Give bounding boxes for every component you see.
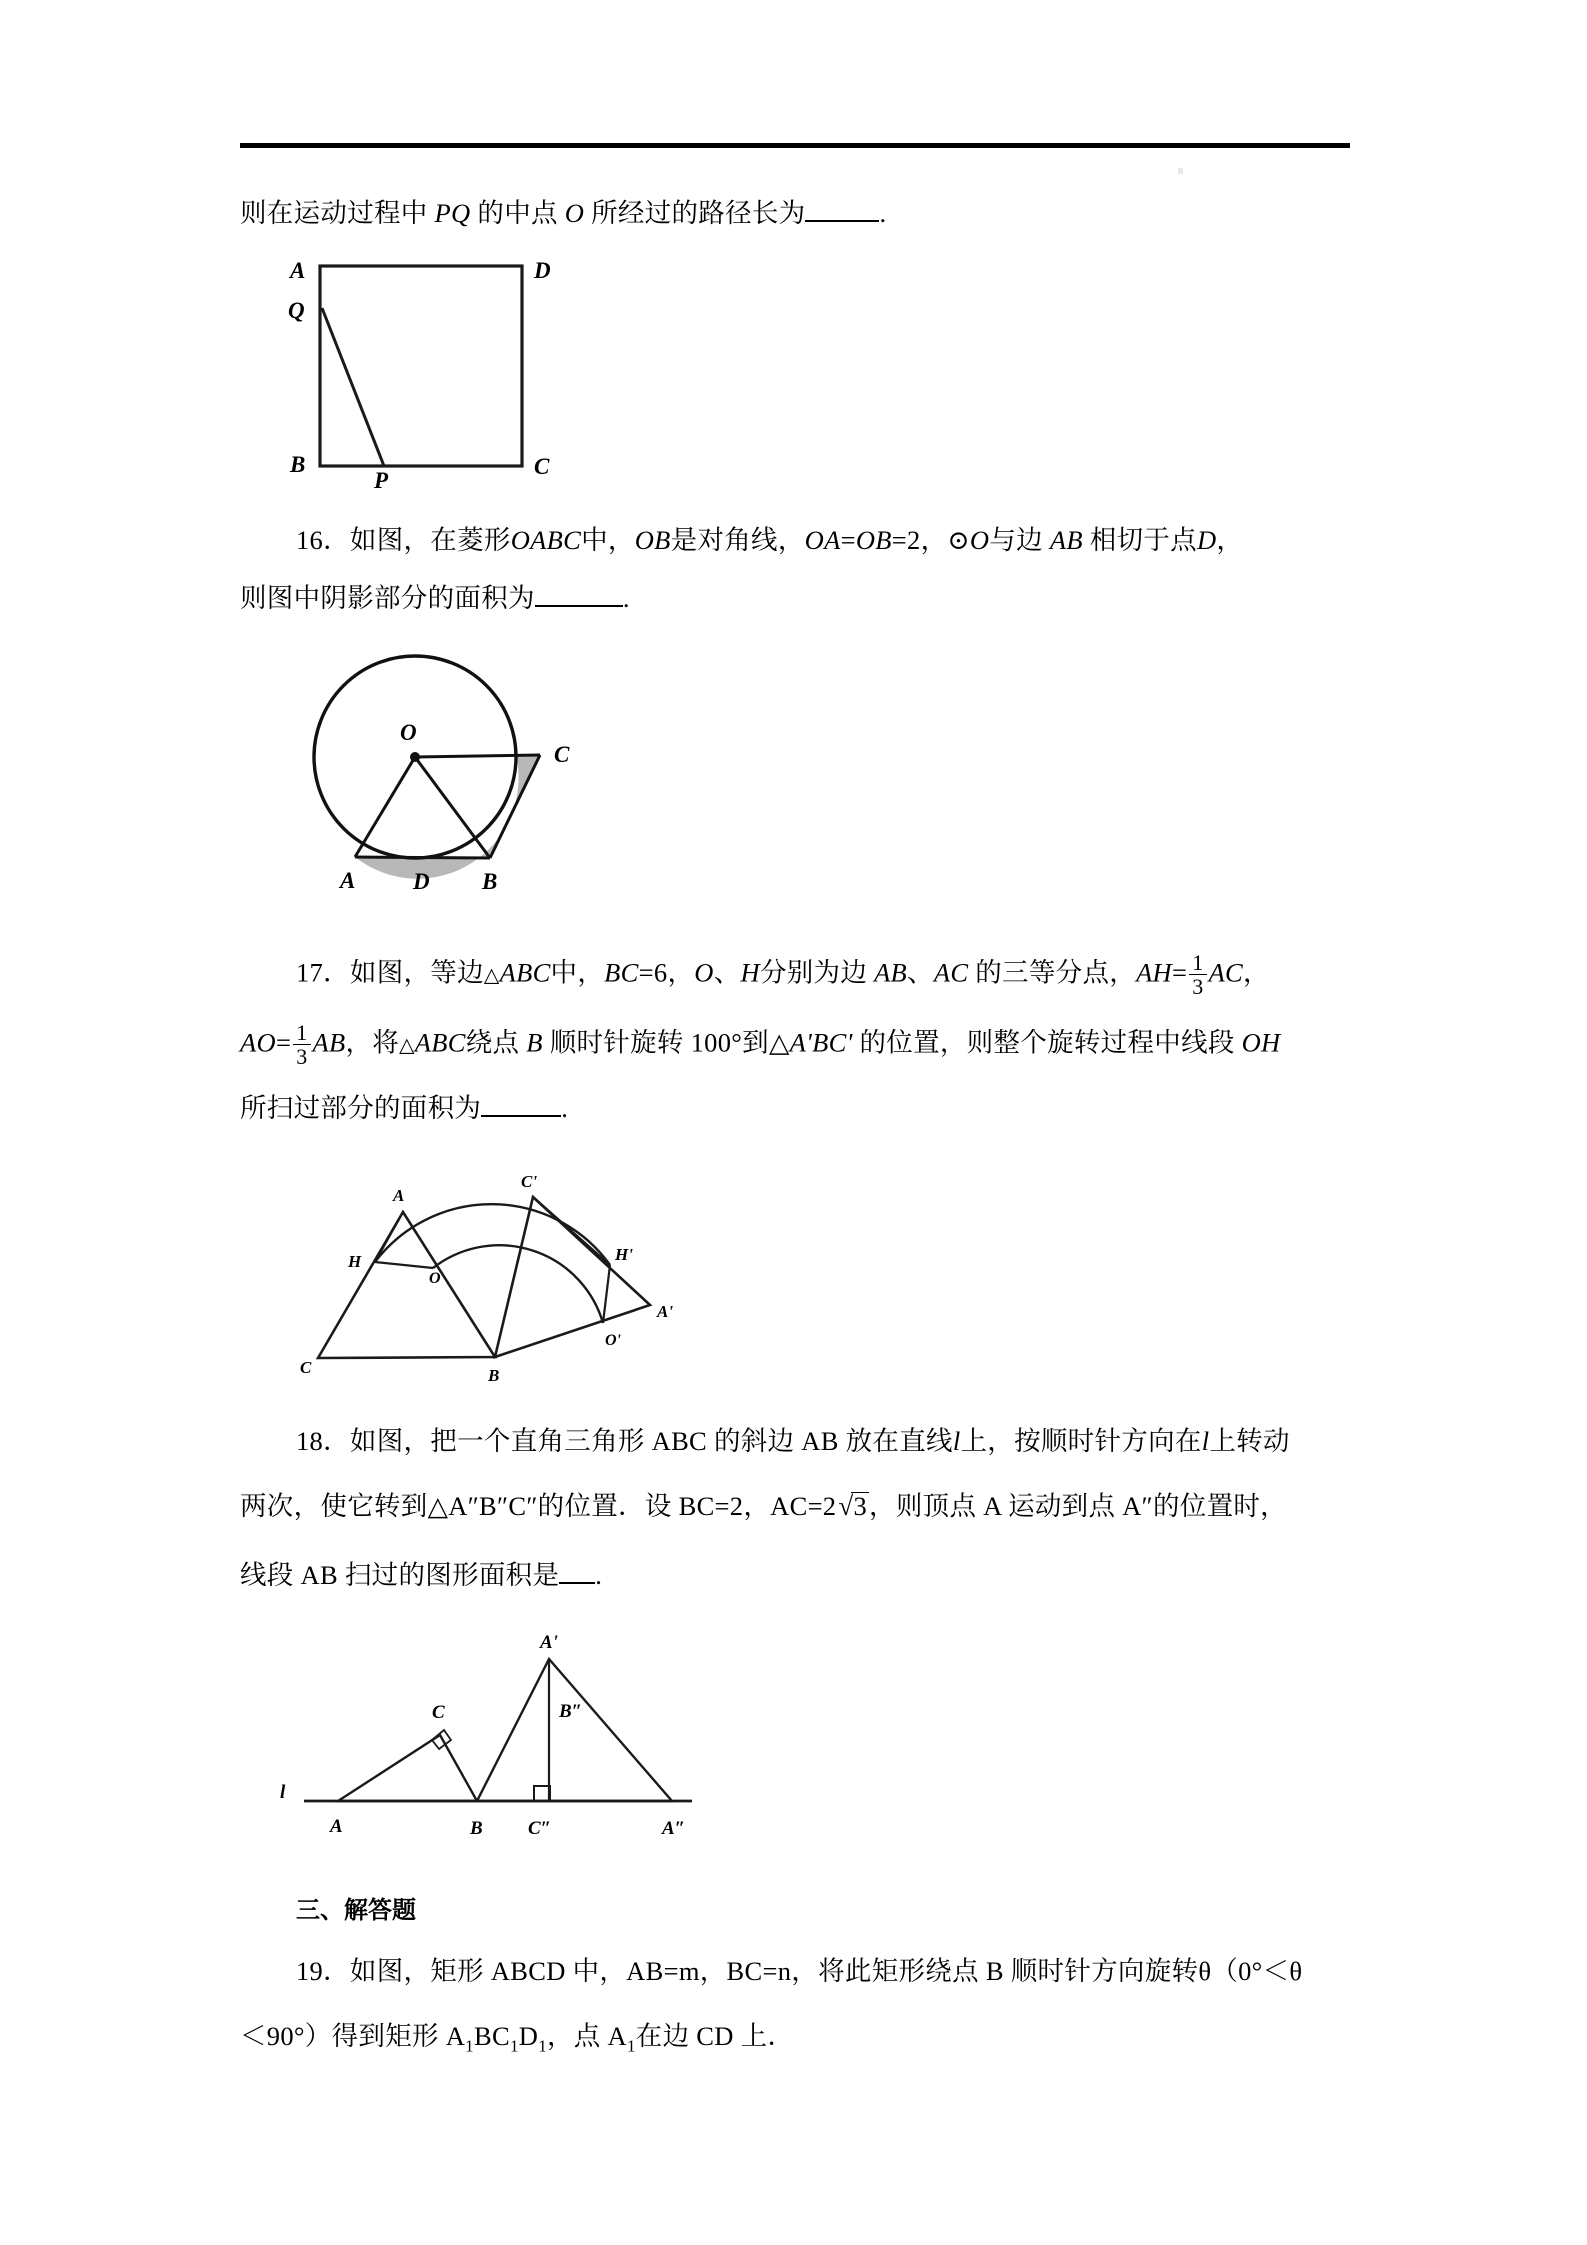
figure-18-rolling-triangle bbox=[272, 1618, 732, 1858]
q15-text-post: 所经过的路径长为 bbox=[584, 198, 806, 228]
q16-m-oabc: OABC bbox=[510, 525, 582, 555]
segment-co bbox=[415, 755, 540, 757]
label-c: C bbox=[432, 1702, 445, 1723]
q16-m-ab: AB bbox=[1049, 525, 1083, 555]
q17-t8: ， bbox=[1243, 957, 1270, 988]
label-a-prime: A' bbox=[657, 1302, 674, 1321]
segment-h1o1 bbox=[603, 1265, 610, 1323]
q17-t11: 顺时针旋转 100°到△ bbox=[542, 1027, 790, 1058]
triangle-a1b2c2 bbox=[477, 1659, 672, 1801]
q18-t1: 如图，把一个直角三角形 ABC 的斜边 AB 放在直线 bbox=[349, 1426, 953, 1456]
q18-period: . bbox=[595, 1560, 603, 1590]
segment-oa bbox=[355, 757, 415, 857]
label-p: P bbox=[374, 468, 389, 488]
label-a-prime: A' bbox=[540, 1632, 558, 1653]
q17-m-ac: AC bbox=[933, 957, 969, 988]
q16-m-ob: OB bbox=[634, 525, 671, 555]
figure-16-circle-rhombus bbox=[296, 636, 636, 896]
q15-text-mid: 的中点 bbox=[470, 198, 565, 228]
question-19-line-1 bbox=[296, 1958, 1302, 1985]
q18-t6: 线段 AB 扫过的图形面积是 bbox=[240, 1560, 560, 1590]
label-b: B bbox=[470, 1818, 483, 1839]
q17-eq1: = bbox=[638, 957, 654, 988]
right-angle-mark-c2 bbox=[534, 1786, 550, 1801]
q17-eq2: = bbox=[1172, 957, 1188, 988]
q17-t13: 所扫过部分的面积为 bbox=[240, 1093, 482, 1123]
label-a: A bbox=[393, 1186, 405, 1205]
q19-sub-3: 1 bbox=[538, 2036, 547, 2056]
q16-eq1: = bbox=[840, 525, 856, 555]
q15-text-pre: 则在运动过程中 bbox=[240, 198, 435, 228]
q17-t4: 、 bbox=[713, 957, 741, 988]
q16-t1: 如图，在菱形 bbox=[349, 525, 511, 555]
q16-t5: 与边 bbox=[989, 525, 1050, 555]
triangle-a1bc1 bbox=[495, 1197, 650, 1357]
q19-t1: 如图，矩形 ABCD 中，AB=m，BC=n，将此矩形绕点 B 顺时针方向旋转θ（0°＜θ bbox=[349, 1956, 1303, 1986]
label-c: C bbox=[534, 454, 550, 479]
triangle-abc bbox=[338, 1735, 477, 1801]
radical-sign-icon: √ bbox=[838, 1491, 854, 1521]
q17-t12: 的位置，则整个旋转过程中线段 bbox=[852, 1027, 1242, 1058]
q17-t1: 如图，等边 bbox=[349, 957, 484, 988]
q17-t6: 、 bbox=[907, 957, 934, 988]
q17-m-ao: AO bbox=[240, 1027, 276, 1058]
q17-m-abc2: ABC bbox=[414, 1027, 466, 1058]
q18-sqrt-radicand: 3 bbox=[853, 1491, 868, 1521]
segment-ab bbox=[355, 857, 490, 858]
q17-t10: 绕点 bbox=[465, 1027, 527, 1058]
q17-m-bc: BC bbox=[604, 957, 639, 988]
q17-t2: 中， bbox=[550, 957, 605, 988]
segment-ob-diagonal bbox=[415, 757, 490, 858]
q16-val: 2 bbox=[907, 525, 921, 555]
question-18-line-3 bbox=[240, 1560, 602, 1589]
q16-m-ob2: OB bbox=[855, 525, 892, 555]
q17-m-ab2: AB bbox=[312, 1027, 346, 1058]
q17-t9: ，将 bbox=[345, 1027, 400, 1058]
q16-m-d: D bbox=[1196, 525, 1217, 555]
q17-v1: 6 bbox=[653, 957, 668, 988]
q17-m-ab: AB bbox=[874, 957, 908, 988]
q17-frac-a-den: 3 bbox=[1189, 974, 1206, 998]
q17-number: 17． bbox=[296, 957, 350, 988]
label-d: D bbox=[534, 258, 551, 283]
q19-sub-4: 1 bbox=[626, 2036, 636, 2056]
q18-t5: ，则顶点 A 运动到点 A″的位置时， bbox=[869, 1491, 1287, 1521]
q18-m-l1: l bbox=[952, 1426, 961, 1456]
q16-m-o: O bbox=[969, 525, 990, 555]
question-17-line-2 bbox=[240, 1022, 1280, 1069]
label-q: Q bbox=[288, 298, 305, 323]
q15-math-pq: PQ bbox=[434, 198, 471, 228]
q17-m-h: H bbox=[740, 957, 760, 988]
label-o-prime: O' bbox=[605, 1332, 621, 1349]
q17-m-b: B bbox=[526, 1027, 543, 1058]
q17-fraction-one-third-a bbox=[1189, 951, 1206, 998]
q16-t6: 相切于点 bbox=[1082, 525, 1197, 555]
q17-answer-blank[interactable] bbox=[481, 1093, 561, 1117]
figure-17-rotation-diagram bbox=[290, 1155, 710, 1405]
q16-answer-blank[interactable] bbox=[535, 583, 623, 607]
q18-t4: 两次，使它转到△A″B″C″的位置．设 BC=2，AC=2 bbox=[240, 1491, 837, 1521]
q17-t5: 分别为边 bbox=[759, 957, 875, 988]
q17-m-a1bc1: A'BC' bbox=[789, 1027, 853, 1058]
shaded-region-outer bbox=[355, 755, 540, 879]
label-a: A bbox=[330, 1816, 343, 1837]
q17-frac-b-num: 1 bbox=[296, 1020, 308, 1045]
question-17-line-3 bbox=[240, 1093, 568, 1122]
q16-t3: 是对角线， bbox=[670, 525, 805, 555]
q15-answer-blank[interactable] bbox=[805, 198, 879, 222]
figure-15-square-abcd bbox=[262, 248, 582, 488]
q17-tri-1: △ bbox=[483, 964, 500, 987]
question-18-line-1 bbox=[296, 1428, 1290, 1455]
q17-m-oh: OH bbox=[1241, 1027, 1281, 1058]
q16-period: . bbox=[622, 583, 630, 613]
point-o-dot bbox=[410, 752, 420, 762]
q16-eq2: = bbox=[891, 525, 908, 555]
q19-sub-2: 1 bbox=[509, 2036, 519, 2056]
q19-t3: BC bbox=[473, 2021, 510, 2051]
q19-t4: D bbox=[518, 2021, 539, 2051]
label-d: D bbox=[413, 869, 430, 894]
label-a-dprime: A″ bbox=[662, 1818, 686, 1839]
header-artifact-mark bbox=[1178, 168, 1183, 174]
q18-t2: 上，按顺时针方向在 bbox=[960, 1426, 1202, 1456]
question-16-line-2 bbox=[240, 583, 630, 612]
q19-t5: ，点 A bbox=[547, 2021, 627, 2051]
q17-m-ah: AH bbox=[1136, 957, 1172, 988]
q16-t7: ， bbox=[1216, 525, 1244, 555]
segment-ho bbox=[375, 1262, 433, 1268]
question-16-line-1 bbox=[296, 527, 1243, 554]
q17-t7: 的三等分点， bbox=[968, 957, 1137, 988]
q16-number: 16． bbox=[296, 525, 350, 555]
q15-period: . bbox=[879, 198, 887, 228]
label-o: O bbox=[400, 720, 417, 745]
q17-m-o: O bbox=[694, 957, 714, 988]
q18-sqrt-3 bbox=[836, 1492, 869, 1520]
label-o: O bbox=[429, 1270, 441, 1287]
q18-m-l2: l bbox=[1201, 1426, 1210, 1456]
q19-t6: 在边 CD 上． bbox=[635, 2021, 795, 2051]
label-b: B bbox=[290, 452, 306, 477]
q16-t2: 中， bbox=[581, 525, 635, 555]
question-18-line-2 bbox=[240, 1492, 1287, 1520]
q18-answer-blank[interactable] bbox=[559, 1560, 595, 1584]
q19-number: 19． bbox=[296, 1956, 350, 1986]
square-abcd-outline bbox=[320, 266, 522, 466]
question-19-line-2 bbox=[240, 2023, 794, 2054]
q17-m-abc: ABC bbox=[499, 957, 551, 988]
question-15-tail-line bbox=[240, 198, 886, 227]
label-c: C bbox=[300, 1358, 312, 1377]
header-rule bbox=[240, 143, 1350, 148]
question-17-line-1 bbox=[296, 952, 1270, 999]
segment-qp bbox=[322, 308, 384, 466]
q19-t2: ＜90°）得到矩形 A bbox=[240, 2021, 466, 2051]
label-b-dprime: B″ bbox=[559, 1701, 583, 1722]
label-h: H bbox=[348, 1252, 362, 1271]
q17-t3: ， bbox=[667, 957, 695, 988]
q17-frac-b-den: 3 bbox=[293, 1044, 310, 1068]
q17-frac-a-num: 1 bbox=[1192, 950, 1204, 975]
q16-t4: ，⊙ bbox=[920, 525, 970, 555]
q15-math-o: O bbox=[564, 198, 585, 228]
label-a: A bbox=[340, 868, 356, 893]
q17-fraction-one-third-b bbox=[293, 1021, 310, 1068]
q17-m-ac2: AC bbox=[1208, 957, 1244, 988]
label-l: l bbox=[280, 1782, 286, 1803]
label-c: C bbox=[554, 742, 570, 767]
label-a: A bbox=[290, 258, 306, 283]
q18-number: 18． bbox=[296, 1426, 350, 1456]
label-b: B bbox=[482, 869, 498, 894]
q17-tri-2: △ bbox=[399, 1034, 415, 1057]
label-c-prime: C' bbox=[521, 1172, 538, 1191]
q17-period: . bbox=[561, 1093, 569, 1123]
q16-t8: 则图中阴影部分的面积为 bbox=[240, 583, 535, 613]
q17-eq3: = bbox=[275, 1027, 292, 1058]
q19-sub-1: 1 bbox=[465, 2036, 474, 2056]
label-b: B bbox=[488, 1366, 500, 1385]
label-c-dprime: C″ bbox=[528, 1818, 552, 1839]
section-heading-jieda: 三、解答题 bbox=[296, 1897, 416, 1924]
label-h-prime: H' bbox=[615, 1245, 633, 1264]
triangle-abc bbox=[318, 1212, 495, 1358]
q18-t3: 上转动 bbox=[1209, 1426, 1290, 1456]
q16-m-oa: OA bbox=[804, 525, 841, 555]
